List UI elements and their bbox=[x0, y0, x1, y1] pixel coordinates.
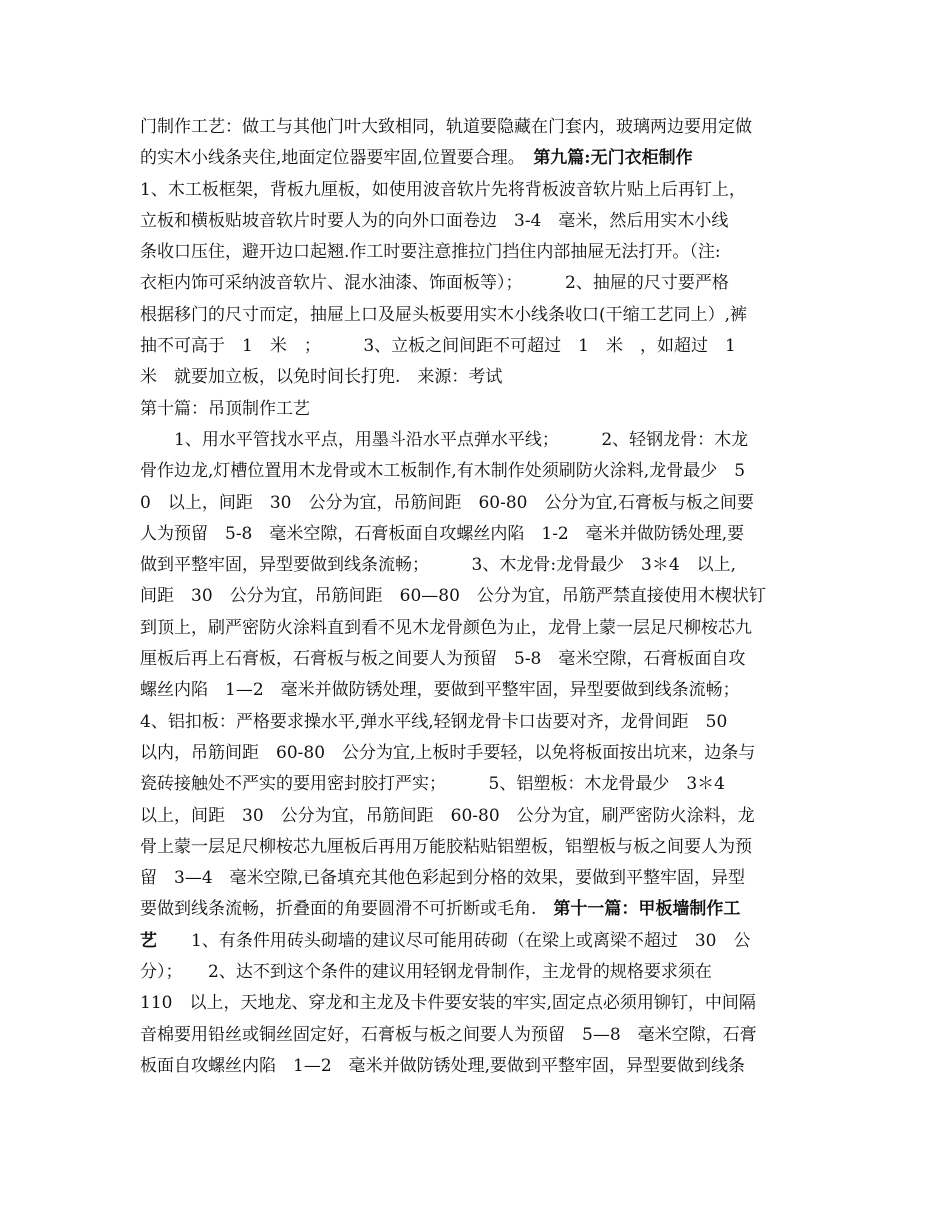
text-line: 螺丝内陷 1—2 毫米并做防锈处理，要做到平整牢固，异型要做到线条流畅； bbox=[140, 680, 740, 701]
text-line: 抽不可高于 1 米 ； 3、立板之间间距不可超过 1 米 ，如超过 1 bbox=[140, 336, 736, 357]
text-segment: 的实木小线条夹住,地面定位器要牢固,位置要合理。 bbox=[140, 148, 534, 169]
text-line bbox=[140, 926, 820, 957]
text-line: 4、铝扣板：严格要求操水平,弹水平线,轻钢龙骨卡口齿要对齐，龙骨间距 50 bbox=[140, 711, 728, 732]
text-line: 门制作工艺：做工与其他门叶大致相同，轨道要隐藏在门套内，玻璃两边要用定做 bbox=[140, 117, 752, 137]
text-line: 人为预留 5-8 毫米空隙，石膏板面自攻螺丝内陷 1-2 毫米并做防锈处理,要 bbox=[140, 523, 745, 544]
text-line: 音棉要用铅丝或铜丝固定好，石膏板与板之间要人为预留 5—8 毫米空隙，石膏 bbox=[140, 1024, 757, 1045]
text-line bbox=[140, 894, 820, 925]
text-line: 骨上蒙一层足尺柳桉芯九厘板后再用万能胶粘贴铝塑板，铝塑板与板之间要人为预 bbox=[140, 836, 752, 857]
text-line: 0 以上，间距 30 公分为宜，吊筋间距 60-80 公分为宜,石膏板与板之间要 bbox=[140, 492, 754, 513]
text-line: 间距 30 公分为宜，吊筋间距 60—80 公分为宜，吊筋严禁直接使用木楔状钉 bbox=[140, 586, 766, 607]
section-heading-eleventh: 第十一篇：甲板墙制作工 bbox=[553, 899, 741, 920]
text-line: 留 3—4 毫米空隙,已备填充其他色彩起到分格的效果，要做到平整牢固，异型 bbox=[140, 868, 746, 889]
text-line: 厘板后再上石膏板，石膏板与板之间要人为预留 5-8 毫米空隙，石膏板面自攻 bbox=[140, 649, 746, 670]
text-line: 以上，间距 30 公分为宜，吊筋间距 60-80 公分为宜，刷严密防火涂料，龙 bbox=[140, 805, 755, 826]
section-heading-tenth: 第十篇：吊顶制作工艺 bbox=[140, 398, 310, 419]
text-line: 条收口压住，避开边口起翘.作工时要注意推拉门挡住内部抽屉无法打开。（注: bbox=[140, 242, 721, 263]
text-line: 瓷砖接触处不严实的要用密封胶打严实； 5、铝塑板：木龙骨最少 3＊4 bbox=[140, 774, 725, 795]
article-body bbox=[140, 112, 820, 1082]
text-line: 骨作边龙,灯槽位置用木龙骨或木工板制作,有木制作处须刷防火涂料,龙骨最少 5 bbox=[140, 461, 746, 482]
text-line: 米 就要加立板，以免时间长打兜. 来源：考试 bbox=[140, 367, 503, 388]
text-line: 以内，吊筋间距 60-80 公分为宜,上板时手要轻，以免将板面按出坑来，边条与 bbox=[140, 742, 756, 763]
text-line: 衣柜内饰可采纳波音软片、混水油漆、饰面板等）； 2、抽屉的尺寸要严格 bbox=[140, 273, 729, 294]
text-line: 根据移门的尺寸而定，抽屉上口及屉头板要用实木小线条收口(干缩工艺同上）,裤 bbox=[140, 304, 748, 325]
text-line: 1、用水平管找水平点，用墨斗沿水平点弹水平线； 2、轻钢龙骨：木龙 bbox=[140, 429, 749, 450]
text-line: 分）； 2、达不到这个条件的建议用轻钢龙骨制作，主龙骨的规格要求须在 bbox=[140, 962, 712, 983]
text-line: 立板和横板贴坡音软片时要人为的向外口面卷边 3-4 毫米，然后用实木小线 bbox=[140, 210, 729, 231]
text-line: 做到平整牢固，异型要做到线条流畅； 3、木龙骨:龙骨最少 3＊4 以上, bbox=[140, 555, 737, 576]
text-segment: 要做到线条流畅，折叠面的角要圆滑不可折断或毛角. bbox=[140, 899, 554, 920]
section-heading-ninth: 第九篇:无门衣柜制作 bbox=[533, 148, 693, 169]
section-heading-eleventh-cont: 艺 bbox=[140, 930, 157, 951]
text-segment: 1、有条件用砖头砌墙的建议尽可能用砖砌（在梁上或离梁不超过 30 公 bbox=[157, 930, 751, 951]
text-line: 1、木工板框架，背板九厘板，如使用波音软片先将背板波音软片贴上后再钉上， bbox=[140, 179, 746, 200]
text-line: 板面自攻螺丝内陷 1—2 毫米并做防锈处理,要做到平整牢固，异型要做到线条 bbox=[140, 1055, 746, 1076]
text-line bbox=[140, 143, 820, 174]
text-line: 到顶上，刷严密防火涂料直到看不见木龙骨颜色为止，龙骨上蒙一层足尺柳桉芯九 bbox=[140, 617, 752, 638]
text-line: 110 以上，天地龙、穿龙和主龙及卡件要安装的牢实,固定点必须用铆钉，中间隔 bbox=[140, 993, 756, 1014]
